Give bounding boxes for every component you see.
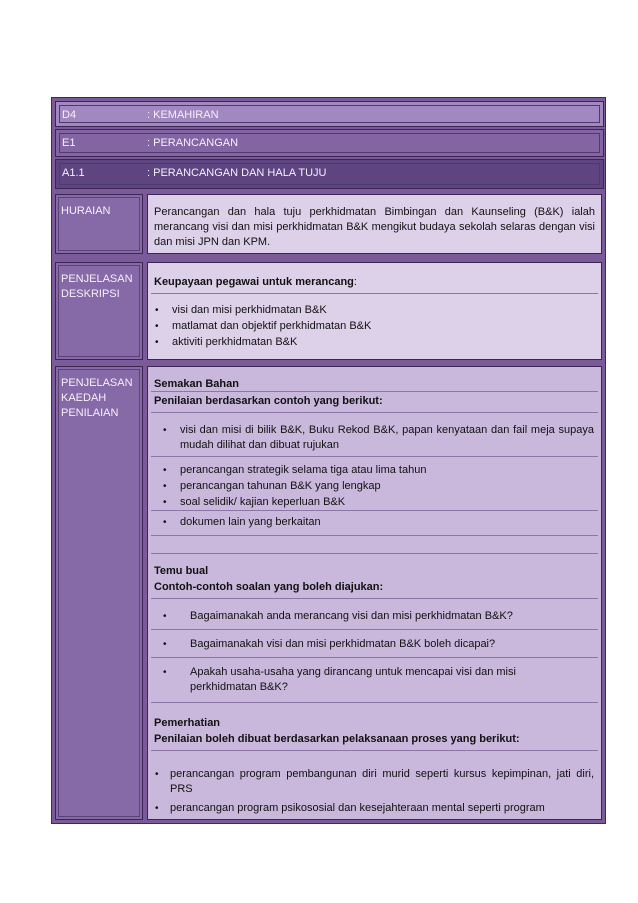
kaedah-content [147,366,602,820]
bullet-icon: • [163,497,167,508]
header-title: : PERANCANGAN [147,137,239,149]
kaedah-label: PENJELASAN KAEDAH PENILAIAN [61,377,133,419]
bullet-icon: • [155,337,159,348]
list-item: Bagaimanakah visi dan misi perkhidmatan B&K boleh dicapai? [190,638,496,650]
label-huraian [55,194,143,254]
bullet-icon: • [163,425,167,436]
list-item: perancangan strategik selama tiga atau lima tahun [180,464,427,476]
list-item: perancangan program pembangunan diri murid seperti kursus kepimpinan, jati diri, PRS [170,768,594,795]
list-item: visi dan misi di bilik B&K, Buku Rekod B&K, papan kenyataan dan fail meja supaya mudah dilihat dan dibuat rujukan [180,424,594,451]
header-title: : KEMAHIRAN [147,109,219,121]
bullet-icon: • [163,639,167,650]
header-row-e1 [55,129,604,157]
bullet-icon: • [163,481,167,492]
temu-title: Temu bual [154,565,209,577]
header-row-a11 [55,159,604,189]
header-row-d4 [55,101,604,127]
list-item: perancangan program psikososial dan kesejahteraan mental seperti program [170,802,545,814]
bullet-icon: • [163,611,167,622]
semakan-subtitle: Penilaian berdasarkan contoh yang berikut: [154,395,383,407]
list-item: aktiviti perkhidmatan B&K [172,336,298,348]
header-code: E1 [62,137,76,149]
huraian-text: Perancangan dan hala tuju perkhidmatan Bimbingan dan Kaunseling (B&K) ialah merancang visi dan misi perkhidmatan B&K mengikut budaya sekolah selaras dengan visi dan misi JPN dan KPM. [154,206,595,248]
deskripsi-label: PENJELASAN DESKRIPSI [61,273,133,300]
huraian-label: HURAIAN [61,205,111,217]
list-item: perancangan tahunan B&K yang lengkap [180,480,381,492]
huraian-content [147,194,602,254]
bullet-icon: • [163,517,167,528]
list-item: visi dan misi perkhidmatan B&K [172,304,327,316]
bullet-icon: • [155,769,159,780]
bullet-icon: • [155,321,159,332]
list-item: Bagaimanakah anda merancang visi dan misi perkhidmatan B&K? [190,610,513,622]
semakan-title: Semakan Bahan [154,378,239,390]
assessment-table [51,97,606,824]
list-item: Apakah usaha-usaha yang dirancang untuk mencapai visi dan misi perkhidmatan B&K? [190,666,516,693]
bullet-icon: • [163,465,167,476]
bullet-icon: • [155,305,159,316]
deskripsi-heading: Keupayaan pegawai untuk merancang: [154,276,357,288]
label-penjelasan-kaedah [55,366,143,820]
header-title: : PERANCANGAN DAN HALA TUJU [147,167,327,179]
header-code: D4 [62,109,77,121]
label-penjelasan-deskripsi [55,262,143,360]
list-item: dokumen lain yang berkaitan [180,516,321,528]
header-code: A1.1 [62,167,85,179]
temu-subtitle: Contoh-contoh soalan yang boleh diajukan: [154,581,384,593]
list-item: soal selidik/ kajian keperluan B&K [180,496,346,508]
deskripsi-content [147,262,602,360]
pemerhatian-subtitle: Penilaian boleh dibuat berdasarkan pelaksanaan proses yang berikut: [154,733,520,745]
list-item: matlamat dan objektif perkhidmatan B&K [172,320,372,332]
pemerhatian-title: Pemerhatian [154,717,221,729]
bullet-icon: • [155,803,159,814]
bullet-icon: • [163,667,167,678]
